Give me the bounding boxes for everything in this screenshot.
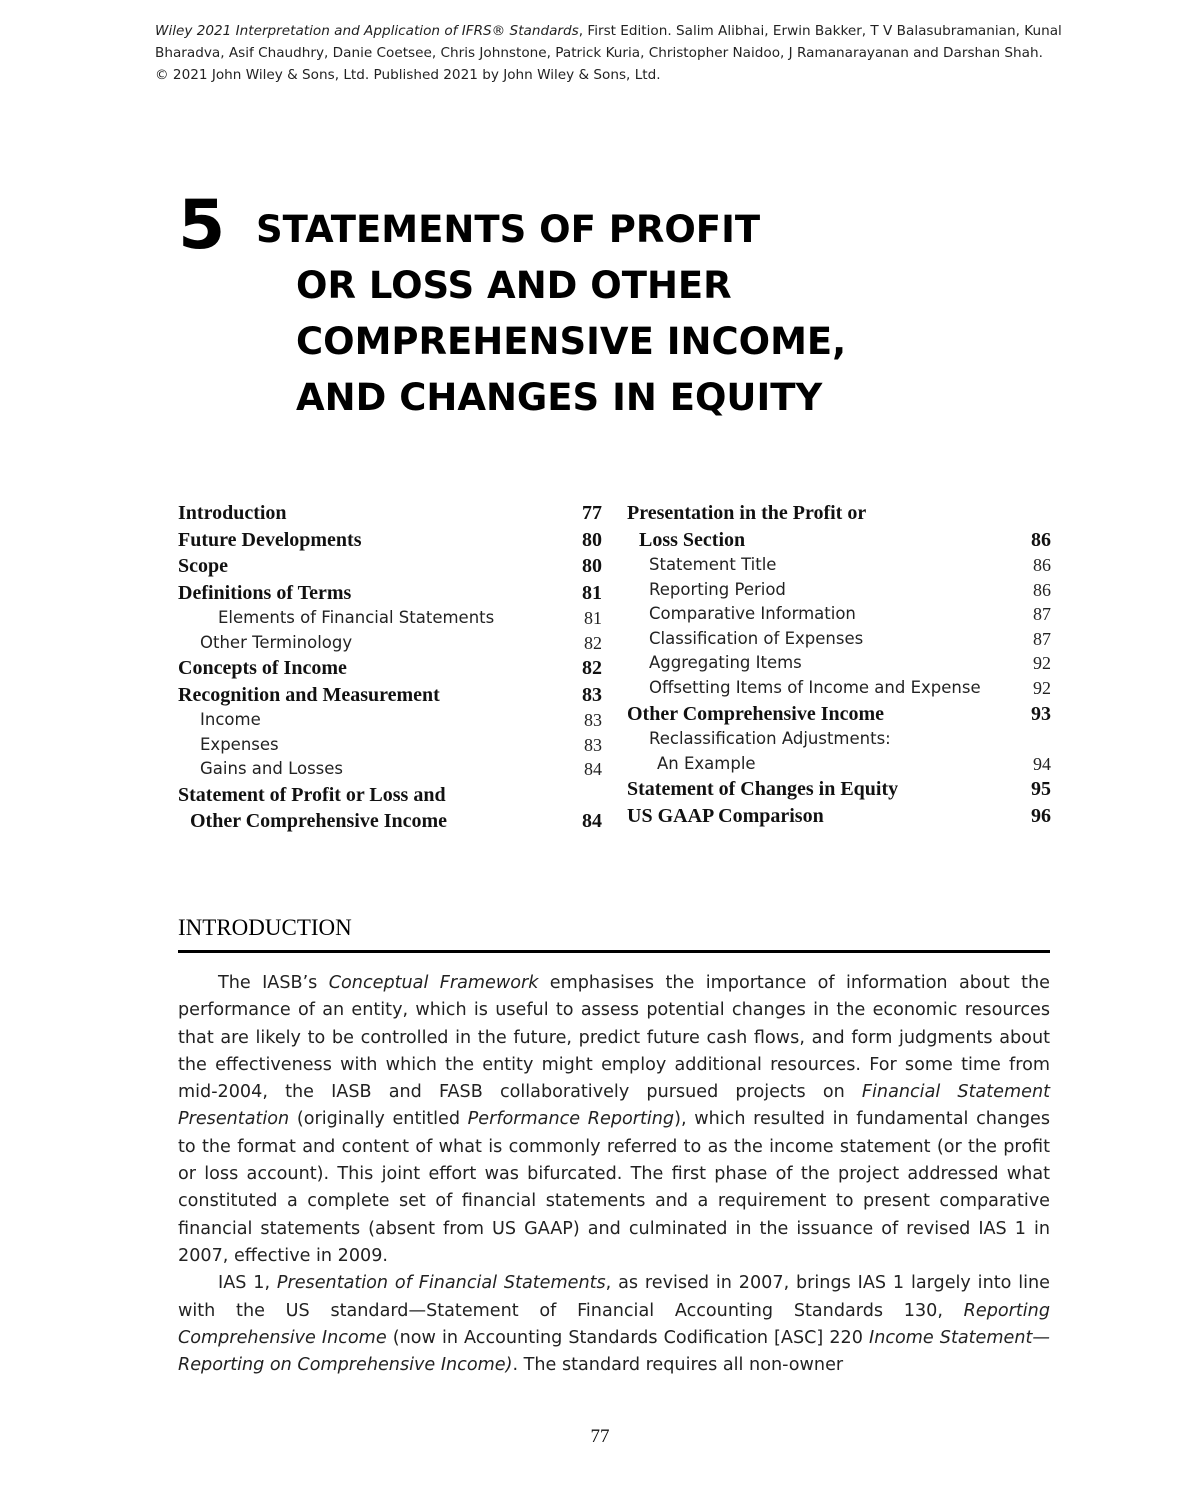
paragraph: [178, 1270, 1050, 1379]
text-run: ), which resulted in fundamental changes to the format and content of what is commonly referred to as the income statement (or the profit or loss account). This joint effort was bifurcated. The first phase of the project addressed what constituted a complete set of financial statements and a requirement to present comparative financial statements (absent from US GAAP) and culminated in the issuance of revised IAS 1 in 2007, effective in 2009.: [178, 1109, 1050, 1266]
toc-entry[interactable]: [178, 757, 602, 782]
toc-entry[interactable]: [178, 682, 602, 709]
toc-page-number: 84: [584, 759, 602, 780]
text-run: , as revised in 2007, brings IAS 1 largely into line with the US standard—Statement of Financial Accounting Standards 130,: [178, 1273, 1050, 1321]
toc-entry[interactable]: [627, 651, 1051, 676]
toc-entry[interactable]: [178, 782, 602, 835]
italic-title: Income Statement—Reporting on Comprehensive Income): [178, 1327, 1050, 1376]
citation-header: [155, 20, 1165, 86]
toc-entry-label: Reporting Period: [649, 579, 786, 599]
toc-entry-label-continued: Loss Section: [639, 528, 746, 551]
toc-right-column: [627, 500, 1051, 829]
toc-entry-label: Other Comprehensive Income: [627, 702, 885, 725]
toc-page-number: 83: [584, 710, 602, 731]
toc-page-number: 95: [1031, 778, 1051, 801]
toc-page-number: 81: [584, 608, 602, 628]
toc-entry[interactable]: [627, 500, 1051, 553]
toc-entry[interactable]: [627, 553, 1051, 578]
italic-title: Financial Statement Presentation: [178, 1082, 1050, 1130]
chapter-title-line: AND CHANGES IN EQUITY: [296, 376, 823, 419]
toc-entry[interactable]: [178, 500, 602, 527]
toc-page-number: 86: [1033, 579, 1051, 600]
citation-authors-start: , First Edition. Salim Alibhai, Erwin Bakker, T V Balasubramanian, Kunal: [578, 23, 1062, 39]
text-run: (now in Accounting Standards Codification [ASC] 220: [386, 1327, 869, 1348]
paragraph: [178, 970, 1050, 1270]
page-number: 77: [590, 1426, 610, 1447]
toc-entry-label: Statement Title: [649, 555, 777, 574]
toc-entry-label: Introduction: [178, 502, 287, 524]
toc-page-number: 94: [1033, 753, 1051, 774]
section-heading: INTRODUCTION: [178, 915, 352, 940]
text-run: . The standard requires all non-owner: [512, 1355, 844, 1376]
toc-entry-label: Classification of Expenses: [649, 628, 864, 648]
toc-entry-label-continued: An Example: [657, 753, 756, 773]
toc-entry-label: US GAAP Comparison: [627, 804, 824, 827]
toc-entry-label: Offsetting Items of Income and Expense: [649, 677, 981, 697]
toc-entry-label: Recognition and Measurement: [178, 683, 440, 706]
toc-entry[interactable]: [627, 602, 1051, 627]
book-title: Wiley 2021 Interpretation and Application of IFRS® Standards: [155, 23, 579, 39]
toc-entry[interactable]: [178, 708, 602, 733]
chapter-number: 5: [178, 186, 226, 265]
toc-entry[interactable]: [627, 776, 1051, 803]
text-run: (originally entitled: [289, 1109, 468, 1130]
chapter-title-line: STATEMENTS OF PROFIT: [256, 208, 761, 251]
toc-entry[interactable]: [178, 733, 602, 758]
toc-entry-label: Scope: [178, 555, 228, 577]
toc-page-number: 87: [1033, 628, 1051, 649]
toc-entry[interactable]: [627, 676, 1051, 701]
toc-entry-label: Gains and Losses: [200, 759, 344, 779]
toc-page-number: 80: [582, 555, 602, 577]
toc-entry-label: Statement of Changes in Equity: [627, 778, 899, 801]
section-divider: [178, 950, 1050, 953]
toc-page-number: 86: [1031, 528, 1051, 551]
body-text: [178, 970, 1050, 1379]
toc-page-number: 83: [584, 734, 602, 755]
toc-page-number: 87: [1033, 604, 1051, 625]
toc-entry[interactable]: [627, 727, 1051, 776]
toc-entry-label: Comparative Information: [649, 604, 856, 624]
text-run: emphasises the importance of information about the performance of an entity, which is useful to assess potential changes in the economic resources that are likely to be controlled in the future, predict future cash flows, and form judgments about the effectiveness with which the entity might employ additional resources. For some time from mid-2004, the IASB and FASB collaboratively pursued projects on: [178, 973, 1050, 1103]
toc-entry-label: Aggregating Items: [649, 653, 802, 673]
toc-entry[interactable]: [627, 627, 1051, 652]
chapter-title-line: COMPREHENSIVE INCOME,: [296, 320, 847, 363]
italic-title: Conceptual Framework: [328, 973, 539, 993]
citation-line-2: Bharadva, Asif Chaudhry, Danie Coetsee, Chris Johnstone, Patrick Kuria, Christopher Naidoo, J Ramanarayanan and Darshan Shah.: [155, 45, 1043, 61]
toc-entry-label: Presentation in the Profit or: [627, 502, 867, 524]
toc-left-column: [178, 500, 602, 835]
toc-entry-label: Concepts of Income: [178, 657, 347, 680]
toc-entry[interactable]: [178, 655, 602, 682]
toc-entry-label: Income: [200, 710, 261, 730]
citation-line-1: [155, 20, 1165, 42]
toc-entry[interactable]: [627, 701, 1051, 728]
text-run: IAS 1,: [218, 1273, 277, 1294]
toc-page-number: 83: [582, 683, 602, 706]
toc-entry-label: Future Developments: [178, 528, 362, 551]
toc-page-number: 86: [1033, 555, 1051, 575]
italic-title: Reporting Comprehensive Income: [178, 1300, 1050, 1348]
toc-page-number: 82: [584, 632, 602, 653]
toc-entry[interactable]: [178, 580, 602, 607]
toc-page-number: 96: [1031, 804, 1051, 827]
chapter-title-line: OR LOSS AND OTHER: [296, 264, 732, 307]
toc-page-number: 84: [582, 810, 602, 833]
toc-entry[interactable]: [627, 803, 1051, 830]
toc-page-number: 80: [582, 528, 602, 551]
toc-entry-label: Statement of Profit or Loss and: [178, 783, 446, 806]
toc-entry[interactable]: [627, 578, 1051, 603]
toc-entry-label: Reclassification Adjustments:: [649, 729, 891, 749]
toc-page-number: 92: [1033, 677, 1051, 698]
toc-page-number: 82: [582, 657, 602, 680]
text-run: The IASB’s: [218, 973, 329, 993]
toc-entry-label: Definitions of Terms: [178, 581, 352, 604]
toc-entry[interactable]: [178, 553, 602, 580]
toc-page-number: 92: [1033, 653, 1051, 674]
italic-title: Presentation of Financial Statements: [276, 1273, 606, 1294]
toc-entry[interactable]: [178, 631, 602, 656]
toc-entry-label: Elements of Financial Statements: [218, 608, 495, 627]
toc-page-number: 93: [1031, 702, 1051, 725]
toc-entry-label: Expenses: [200, 734, 279, 754]
toc-page-number: 77: [582, 502, 602, 524]
italic-title: Performance Reporting: [467, 1109, 675, 1130]
toc-entry-label-continued: Other Comprehensive Income: [190, 810, 448, 833]
toc-entry[interactable]: [178, 527, 602, 554]
toc-page-number: 81: [582, 581, 602, 604]
citation-line-3: © 2021 John Wiley & Sons, Ltd. Published 2021 by John Wiley & Sons, Ltd.: [155, 67, 661, 83]
toc-entry-label: Other Terminology: [200, 632, 353, 652]
toc-entry[interactable]: [178, 606, 602, 631]
